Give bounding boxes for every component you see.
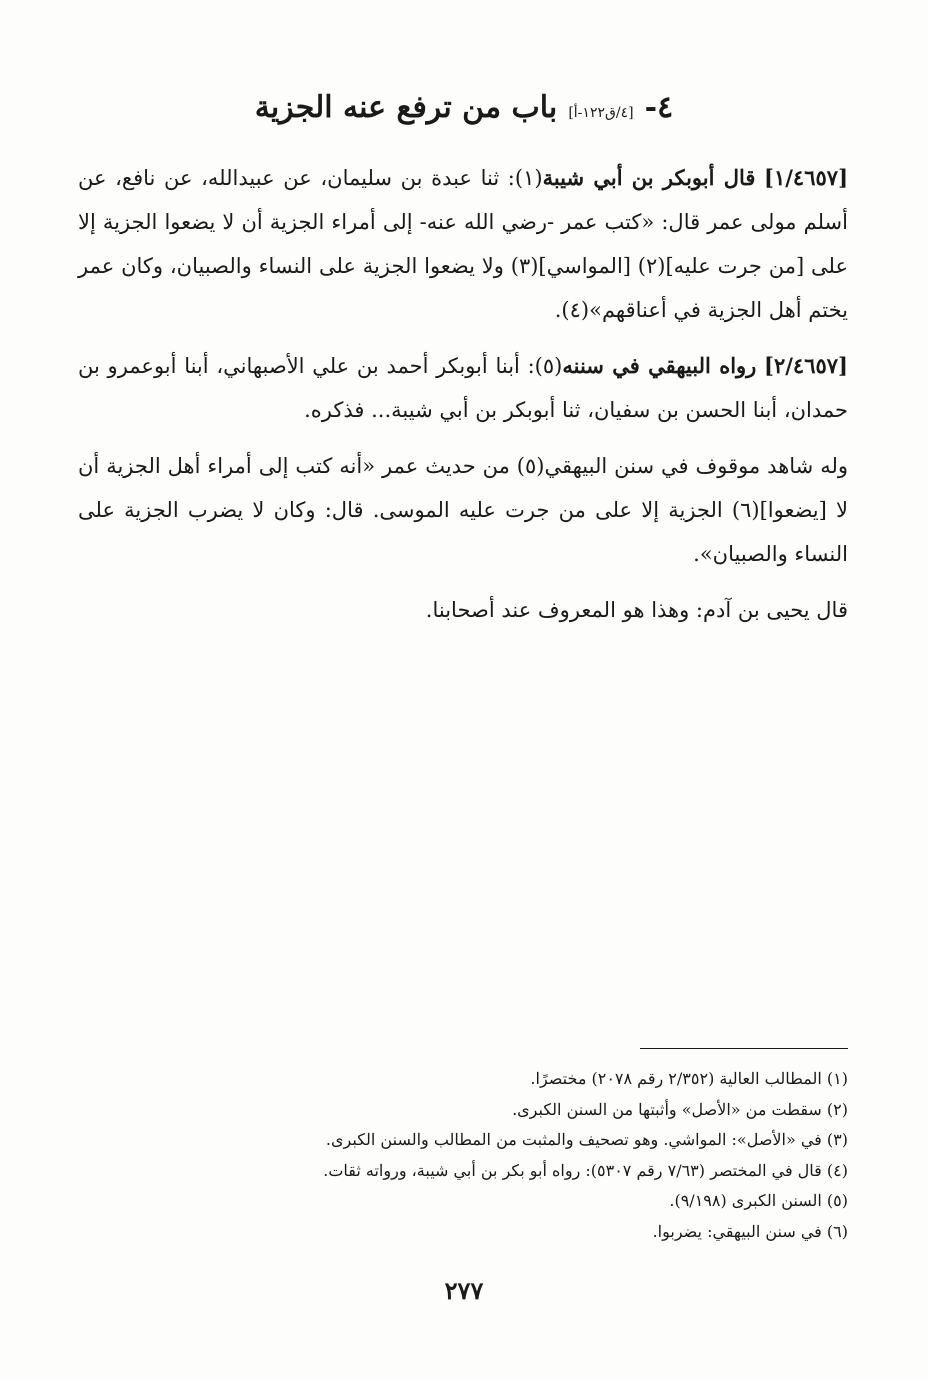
page-number: ٢٧٧ bbox=[444, 1276, 484, 1305]
hadith-number: [١/٤٦٥٧] bbox=[764, 165, 848, 190]
main-text bbox=[78, 156, 848, 644]
hadith-paragraph bbox=[78, 344, 848, 432]
commentary-paragraph bbox=[78, 588, 848, 632]
footnote-separator bbox=[640, 1048, 848, 1049]
footnote: (١) المطالب العالية (٢/٣٥٢ رقم ٢٠٧٨) مختصرًا. bbox=[530, 1069, 848, 1088]
chapter-number: ٤- bbox=[644, 90, 674, 125]
hadith-text: (٥): أبنا أبوبكر أحمد بن علي الأصبهاني، أبنا أبوعمرو بن حمدان، أبنا الحسن بن سفيان، ثنا أبوبكر بن أبي شيبة... فذكره. bbox=[78, 354, 848, 422]
footnotes bbox=[78, 1064, 848, 1247]
manuscript-reference: [٤/ق١٢٢-أ] bbox=[568, 105, 634, 121]
chapter-title: باب من ترفع عنه الجزية bbox=[254, 90, 558, 125]
hadith-lead: قال أبوبكر بن أبي شيبة bbox=[542, 165, 756, 190]
hadith-text: (١): ثنا عبدة بن سليمان، عن عبيدالله، عن نافع، عن أسلم مولى عمر قال: «كتب عمر -رضي الله عنه- إلى أمراء الجزية أن لا يضعوا الجزية إلا على [من جرت عليه](٢) [المواسي](٣) ولا يضعوا الجزية على النساء والصبيان، وكان عمر يختم أهل الجزية في أعناقهم»(٤). bbox=[78, 166, 848, 322]
chapter-heading bbox=[120, 90, 808, 125]
hadith-paragraph bbox=[78, 156, 848, 332]
footnote: (٢) سقطت من «الأصل» وأثبتها من السنن الكبرى. bbox=[512, 1099, 848, 1119]
footnote: (٣) في «الأصل»: المواشي. وهو تصحيف والمثبت من المطالب والسنن الكبرى. bbox=[325, 1130, 848, 1149]
footnote: (٥) السنن الكبرى (٩/١٩٨). bbox=[669, 1191, 848, 1210]
hadith-number: [٢/٤٦٥٧] bbox=[764, 353, 848, 378]
commentary-text: قال يحيى بن آدم: وهذا هو المعروف عند أصحابنا. bbox=[425, 598, 848, 622]
footnote: (٤) قال في المختصر (٧/٦٣ رقم ٥٣٠٧): رواه أبو بكر بن أبي شيبة، ورواته ثقات. bbox=[323, 1160, 848, 1180]
commentary-paragraph bbox=[78, 444, 848, 576]
commentary-text: وله شاهد موقوف في سنن البيهقي(٥) من حديث عمر «أنه كتب إلى أمراء أهل الجزية أن لا [يضعوا](٦) الجزية إلا على من جرت عليه الموسى. قال: وكان لا يضرب الجزية على النساء والصبيان». bbox=[78, 454, 849, 566]
hadith-lead: رواه البيهقي في سننه bbox=[562, 353, 757, 378]
footnote: (٦) في سنن البيهقي: يضربوا. bbox=[652, 1221, 848, 1241]
